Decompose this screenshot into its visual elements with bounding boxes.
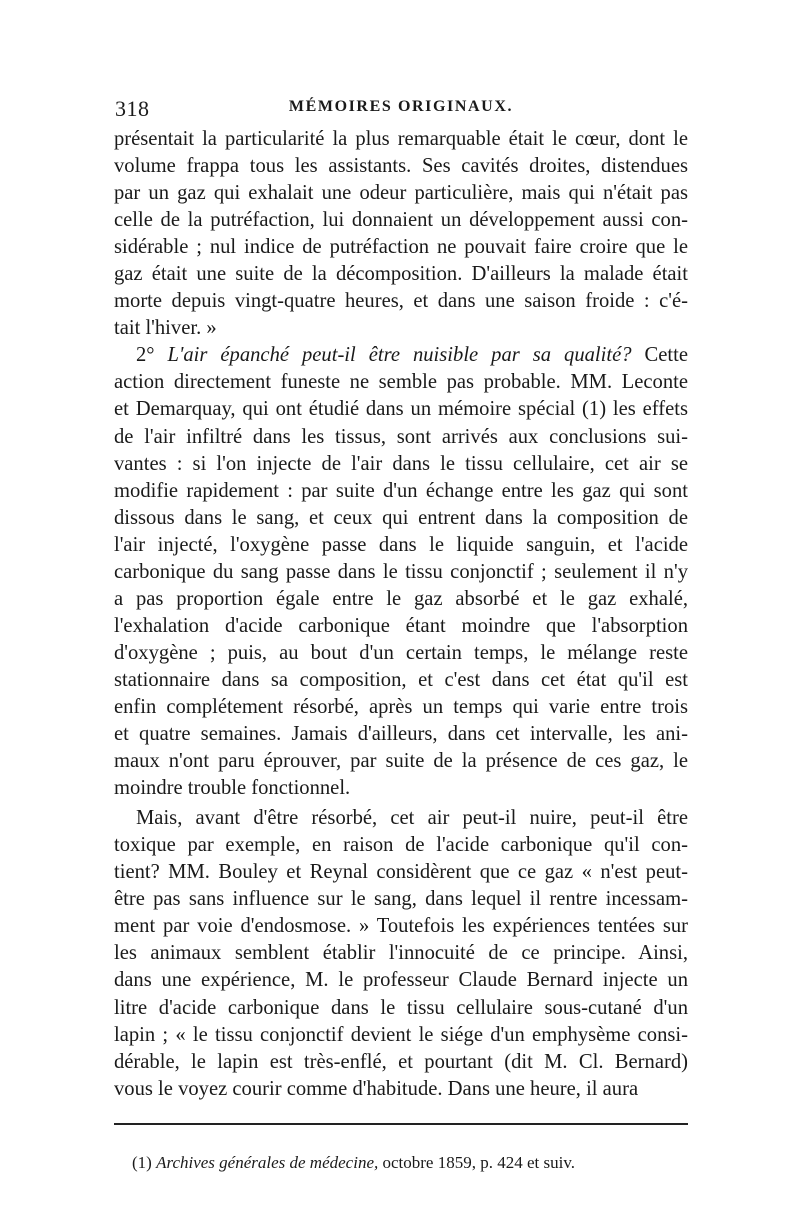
text-line: vous le voyez courir comme d'habitude. Dans une heure, il aura bbox=[114, 1077, 639, 1100]
text-line: l'air injecté, l'oxygène passe dans le liquide sanguin, et l'acide bbox=[114, 533, 688, 556]
section-numeral: 2° bbox=[136, 344, 155, 367]
paragraph-3 bbox=[114, 805, 688, 1103]
text-line: ment par voie d'endosmose. » Toutefois les expériences tentées sur bbox=[114, 915, 688, 938]
text-line: litre d'acide carbonique dans le tissu cellulaire sous-cutané d'un bbox=[114, 996, 688, 1019]
text-line: celle de la putréfaction, lui donnaient un développement aussi con- bbox=[114, 209, 688, 232]
text-line: volume frappa tous les assistants. Ses cavités droites, distendues bbox=[114, 155, 688, 178]
footnote-title: Archives générales de médecine, bbox=[156, 1153, 379, 1172]
text-line: gaz était une suite de la décomposition. D'ailleurs la malade était bbox=[114, 263, 688, 286]
text-line: présentait la particularité la plus remarquable était le cœur, dont le bbox=[114, 128, 688, 150]
text-line: les animaux semblent établir l'innocuité de ce principe. Ainsi, bbox=[114, 942, 688, 965]
page-number: 318 bbox=[115, 96, 150, 121]
text-line: tient? MM. Bouley et Reynal considèrent que ce gaz « n'est peut- bbox=[114, 861, 688, 884]
text-line: être pas sans influence sur le sang, dans lequel il rentre incessam- bbox=[114, 888, 688, 911]
text-line: morte depuis vingt-quatre heures, et dans une saison froide : c'é- bbox=[114, 290, 688, 313]
footnote-rest: octobre 1859, p. 424 et suiv. bbox=[382, 1153, 575, 1172]
running-title: MÉMOIRES ORIGINAUX. bbox=[288, 98, 514, 115]
text-line: d'oxygène ; puis, au bout d'un certain temps, le mélange reste bbox=[114, 641, 688, 664]
text-line: action directement funeste ne semble pas probable. MM. Leconte bbox=[114, 371, 688, 394]
text-line: tait l'hiver. » bbox=[114, 317, 217, 340]
page-header bbox=[115, 96, 687, 120]
paragraph-1 bbox=[114, 126, 688, 342]
text-line: carbonique du sang passe dans le tissu conjonctif ; seulement il n'y bbox=[114, 560, 688, 583]
text-line: dissous dans le sang, et ceux qui entrent dans la composition de bbox=[114, 506, 688, 529]
text-line: maux n'ont paru éprouver, par suite de la présence de ces gaz, le bbox=[114, 750, 688, 773]
text-line: et Demarquay, qui ont étudié dans un mémoire spécial (1) les effets bbox=[114, 398, 688, 421]
footnote bbox=[132, 1153, 688, 1173]
paragraph-2 bbox=[114, 342, 688, 802]
text-line: l'exhalation d'acide carbonique étant moindre que l'absorption bbox=[114, 614, 688, 637]
text-line: vantes : si l'on injecte de l'air dans le tissu cellulaire, cet air se bbox=[114, 452, 688, 475]
text-line: Mais, avant d'être résorbé, cet air peut-il nuire, peut-il être bbox=[136, 807, 688, 830]
text-line: par un gaz qui exhalait une odeur particulière, mais qui n'était pas bbox=[114, 182, 688, 205]
text-line: modifie rapidement : par suite d'un échange entre les gaz qui sont bbox=[114, 479, 688, 502]
text-line bbox=[114, 342, 688, 369]
footnote-marker: (1) bbox=[132, 1153, 152, 1172]
text-line: et quatre semaines. Jamais d'ailleurs, dans cet intervalle, les ani- bbox=[114, 723, 688, 746]
text-line: enfin complétement résorbé, après un temps qui varie entre trois bbox=[114, 695, 688, 718]
text-line: moindre trouble fonctionnel. bbox=[114, 777, 351, 800]
footnote-rule bbox=[114, 1123, 688, 1125]
italic-heading: L'air épanché peut-il être nuisible par sa qualité? bbox=[167, 344, 632, 367]
text-line: sidérable ; nul indice de putréfaction ne pouvait faire croire que le bbox=[114, 236, 688, 259]
text-line: toxique par exemple, en raison de l'acide carbonique qu'il con- bbox=[114, 834, 688, 857]
heading-line-rest: Cette bbox=[644, 344, 688, 367]
text-line: a pas proportion égale entre le gaz absorbé et le gaz exhalé, bbox=[114, 587, 688, 610]
text-line: stationnaire dans sa composition, et c'est dans cet état qu'il est bbox=[114, 668, 688, 691]
text-line: lapin ; « le tissu conjonctif devient le siége d'un emphysème consi- bbox=[114, 1023, 688, 1046]
text-line: dans une expérience, M. le professeur Claude Bernard injecte un bbox=[114, 969, 688, 992]
text-line: dérable, le lapin est très-enflé, et pourtant (dit M. Cl. Bernard) bbox=[114, 1050, 688, 1073]
body-text bbox=[114, 126, 688, 1103]
text-line: de l'air infiltré dans les tissus, sont arrivés aux conclusions sui- bbox=[114, 425, 688, 448]
